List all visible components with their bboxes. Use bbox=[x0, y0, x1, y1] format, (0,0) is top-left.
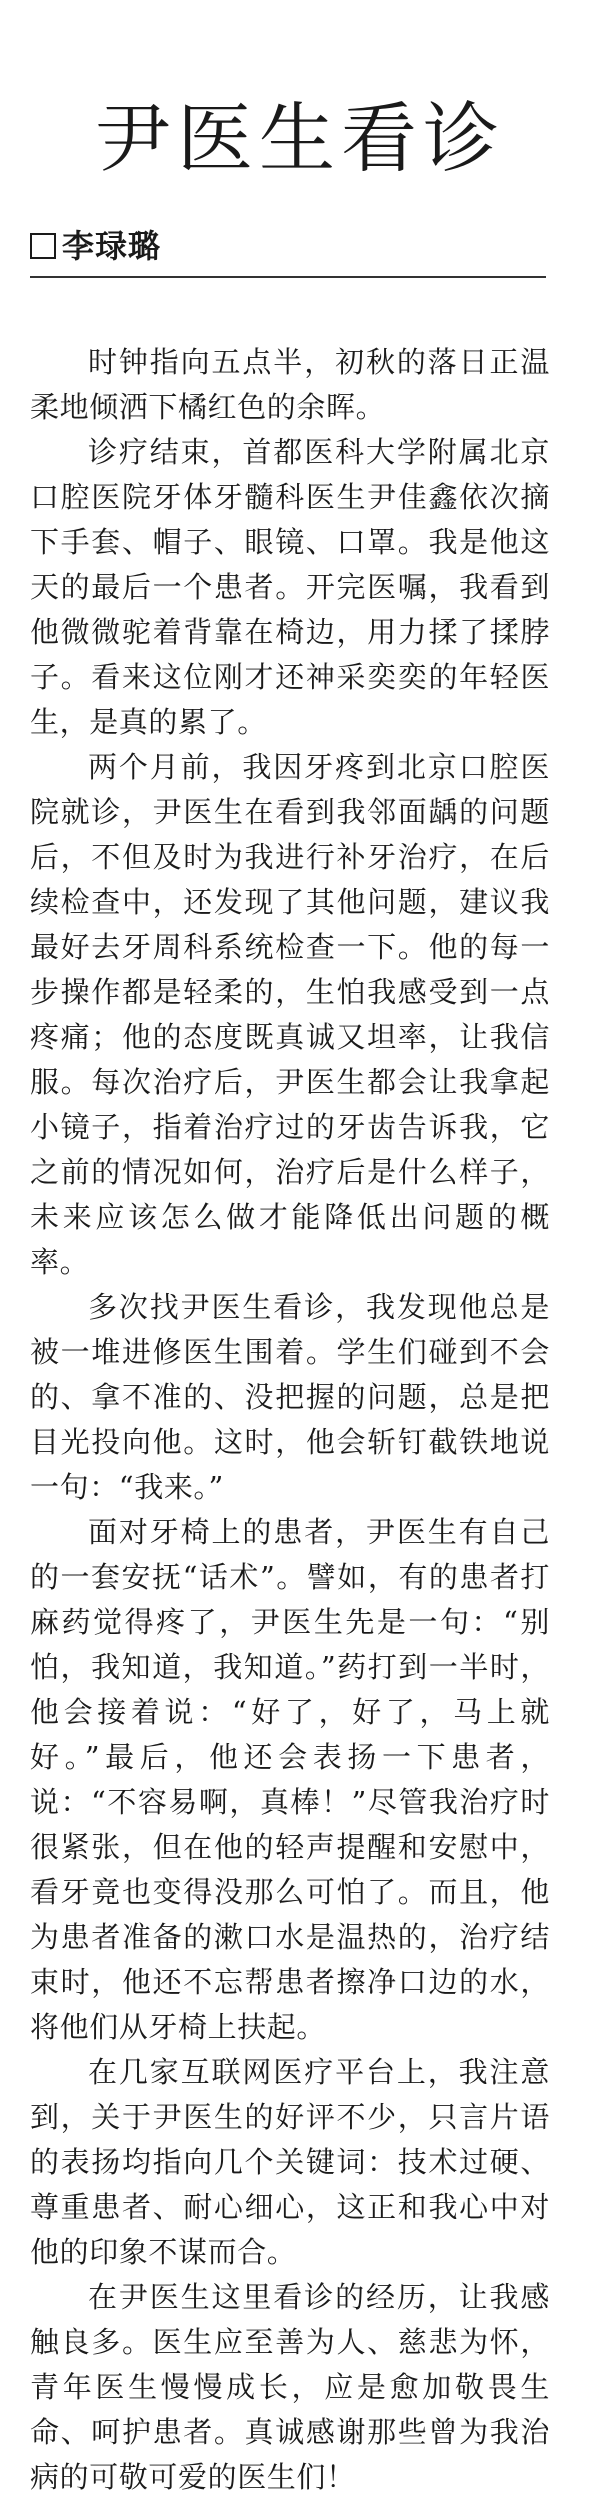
paragraph: 时钟指向五点半，初秋的落日正温柔地倾洒下橘红色的余晖。 bbox=[30, 345, 550, 424]
paragraph: 诊疗结束，首都医科大学附属北京口腔医院牙体牙髓科医生尹佳鑫依次摘下手套、帽子、眼镜、口罩。我是他这天的最后一个患者。开完医嘱，我看到他微微驼着背靠在椅边，用力揉了揉脖子。看来这位刚才还神采奕奕的年轻医生，是真的累了。 bbox=[30, 435, 550, 739]
byline bbox=[30, 228, 161, 264]
paragraph: 多次找尹医生看诊，我发现他总是被一堆进修医生围着。学生们碰到不会的、拿不准的、没把握的问题，总是把目光投向他。这时，他会斩钉截铁地说一句：“我来。” bbox=[30, 1290, 550, 1504]
paragraph: 在尹医生这里看诊的经历，让我感触良多。医生应至善为人、慈悲为怀，青年医生慢慢成长，应是愈加敬畏生命、呵护患者。真诚感谢那些曾为我治病的可敬可爱的医生们！ bbox=[30, 2280, 550, 2494]
paragraph: 在几家互联网医疗平台上，我注意到，关于尹医生的好评不少，只言片语的表扬均指向几个关键词：技术过硬、尊重患者、耐心细心，这正和我心中对他的印象不谋而合。 bbox=[30, 2055, 550, 2269]
byline-box-icon bbox=[30, 233, 56, 259]
article-body bbox=[30, 340, 550, 2500]
paragraph: 两个月前，我因牙疼到北京口腔医院就诊，尹医生在看到我邻面龋的问题后，不但及时为我进行补牙治疗，在后续检查中，还发现了其他问题，建议我最好去牙周科系统检查一下。他的每一步操作都是轻柔的，生怕我感受到一点疼痛；他的态度既真诚又坦率，让我信服。每次治疗后，尹医生都会让我拿起小镜子，指着治疗过的牙齿告诉我，它之前的情况如何，治疗后是什么样子，未来应该怎么做才能降低出问题的概率。 bbox=[30, 750, 550, 1279]
byline-divider bbox=[30, 276, 546, 278]
author-name: 李琭璐 bbox=[62, 227, 162, 265]
article-title: 尹医生看诊 bbox=[95, 93, 505, 183]
paragraph: 面对牙椅上的患者，尹医生有自己的一套安抚“话术”。譬如，有的患者打麻药觉得疼了，尹医生先是一句：“别怕，我知道，我知道。”药打到一半时，他会接着说：“好了，好了，马上就好。”最后，他还会表扬一下患者，说：“不容易啊，真棒！”尽管我治疗时很紧张，但在他的轻声提醒和安慰中，看牙竟也变得没那么可怕了。而且，他为患者准备的漱口水是温热的，治疗结束时，他还不忘帮患者擦净口边的水，将他们从牙椅上扶起。 bbox=[30, 1515, 550, 2044]
